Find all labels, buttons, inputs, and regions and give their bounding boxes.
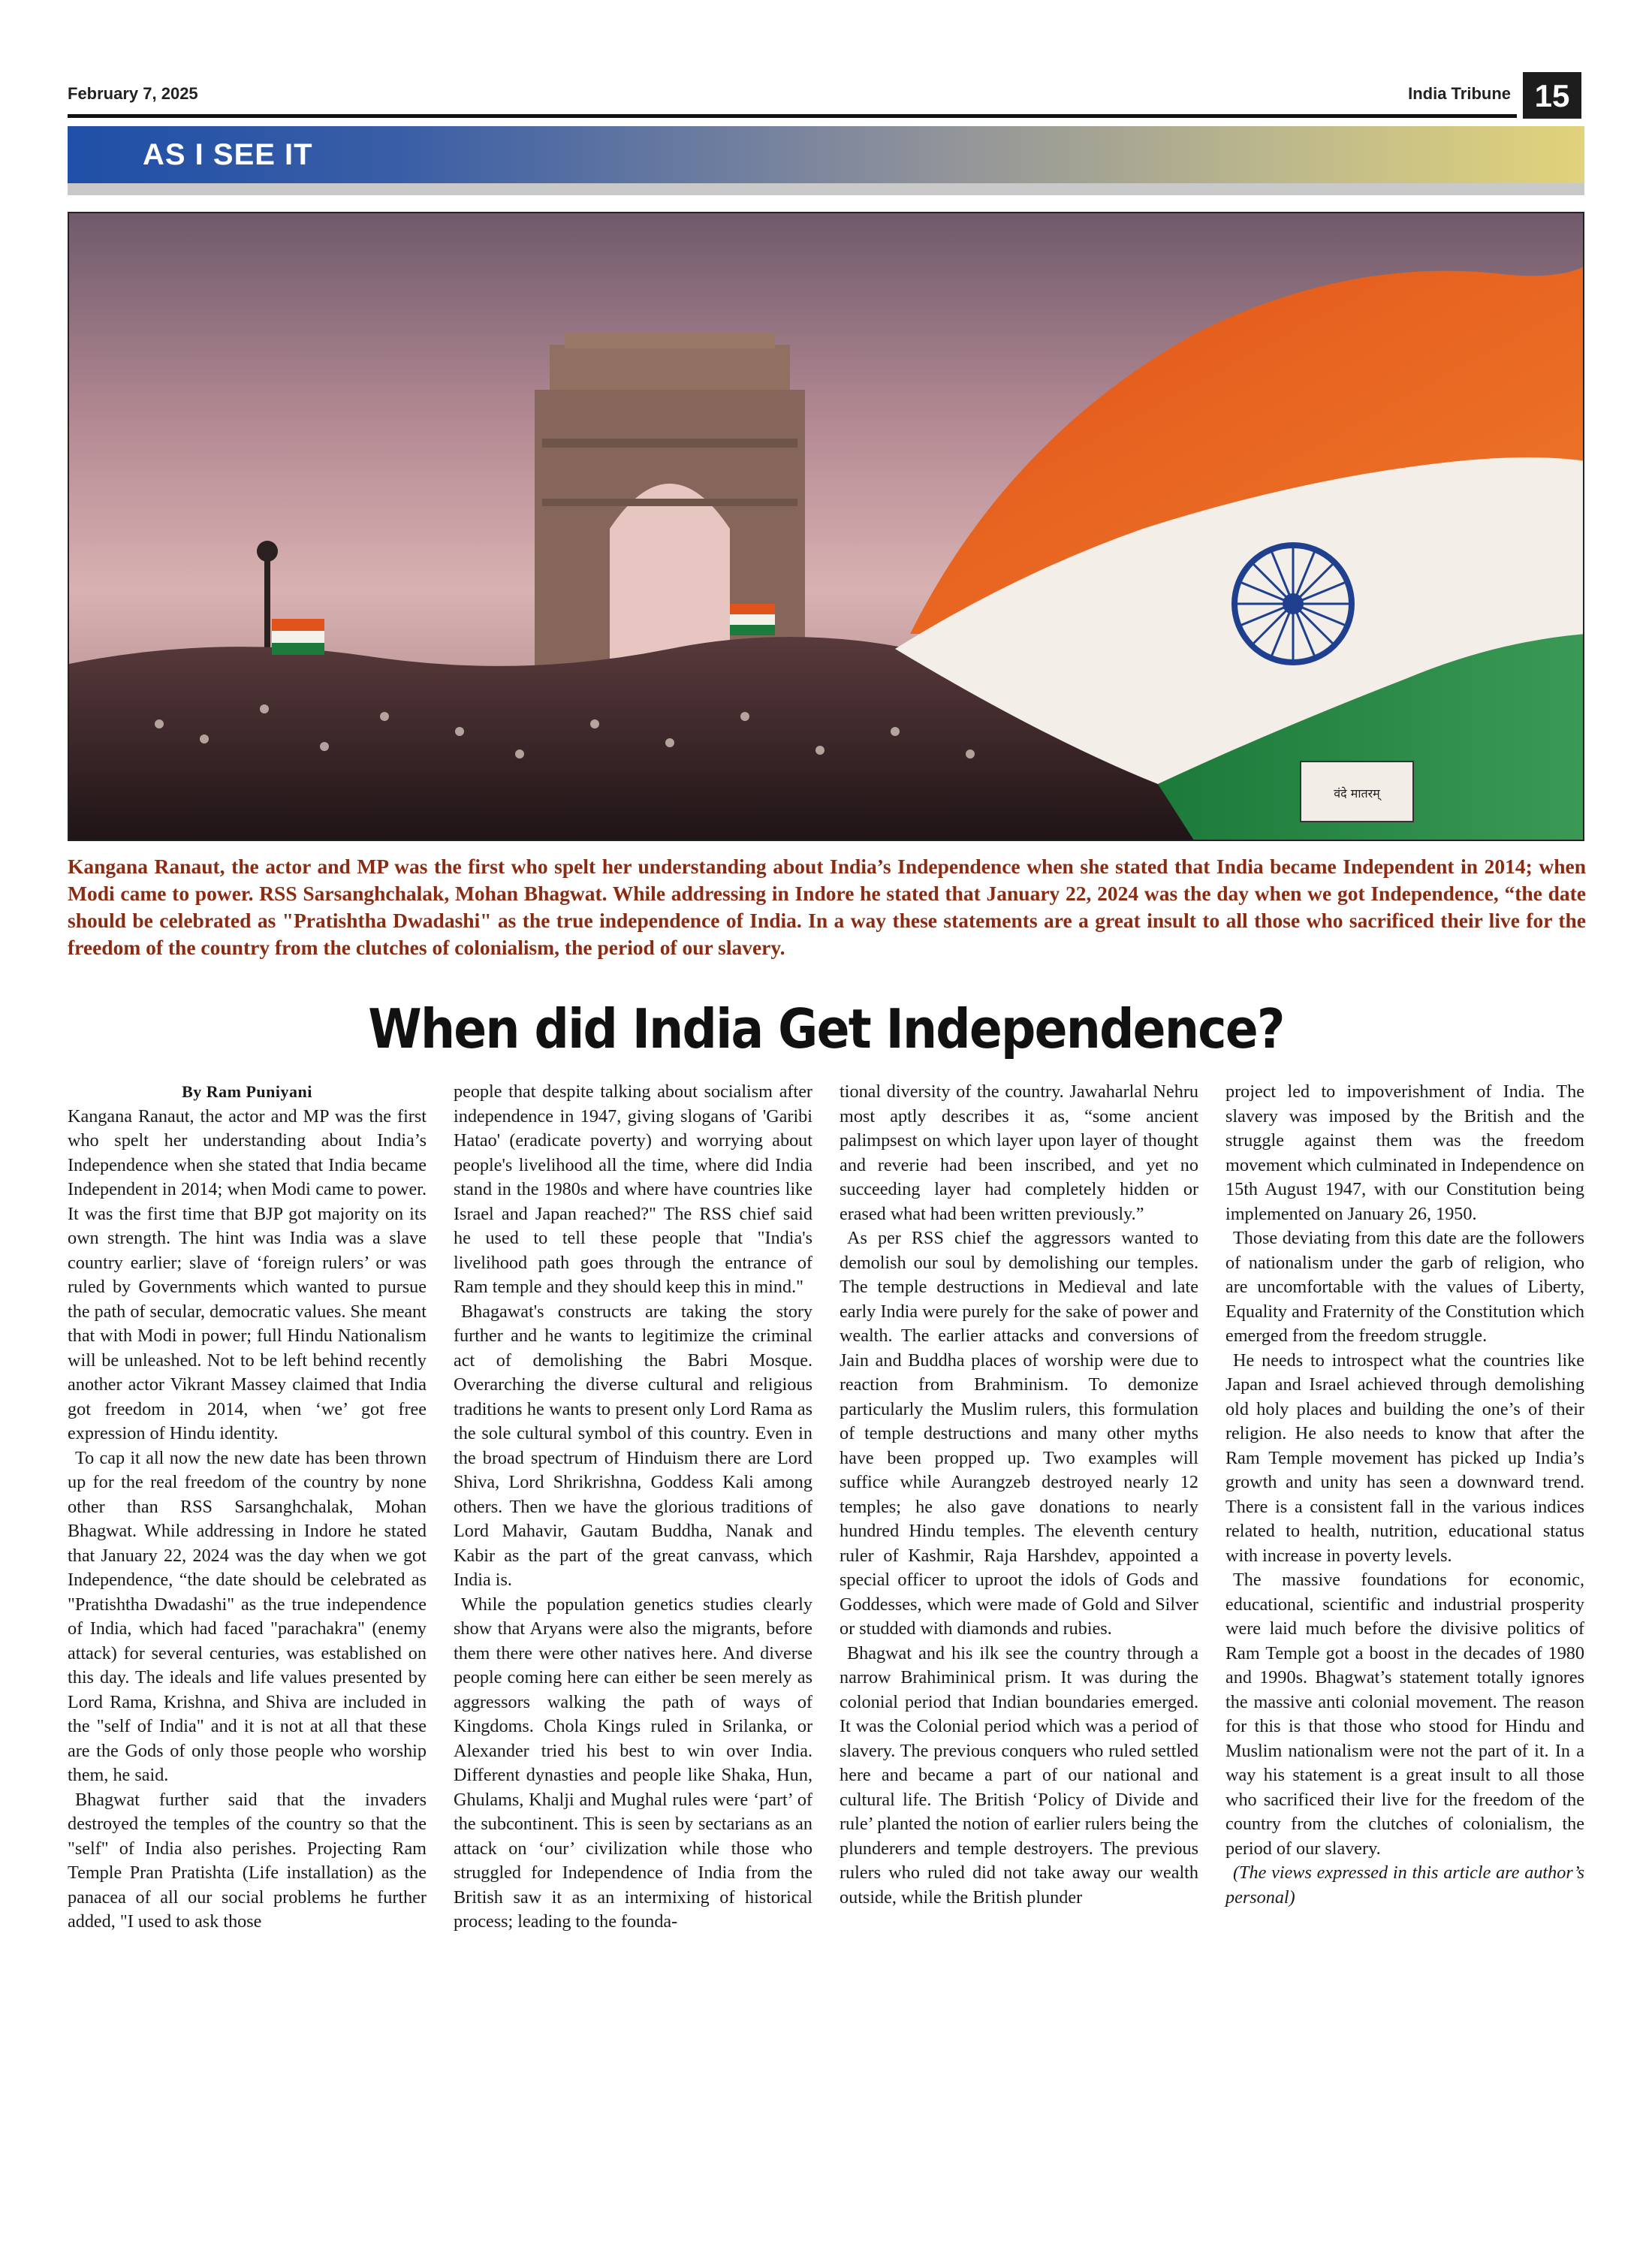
section-underline	[68, 183, 1584, 195]
header-rule	[68, 114, 1517, 118]
placard-text: वंदे मातरम्	[1334, 786, 1380, 801]
photo-caption: Kangana Ranaut, the actor and MP was the first who spelt her understanding about India’s Independence when she stated that India became Independent in 2014; when Modi came to power. RSS Sarsanghchalak, Mohan Bhagwat. While addressing in Indore he stated that January 22, 2024 was the day when we got Independence, “the date should be celebrated as "Pratishtha Dwadashi" as the true independence of India. In a way these statements are a great insult to all those who sacrificed their live for the freedom of the country from the clutches of colonialism, the period of our slavery.	[68, 855, 1586, 959]
section-banner	[68, 126, 1584, 183]
paragraph: The massive foundations for economic, educational, scientific and industrial prosperity were laid much before the divisive politics of Ram Temple got a boost in the decades of 1980 and 1990s. Bhagwat’s statement totally ignores the massive anti colonial movement. The reason for this is that those who stood for Hindu and Muslim nationalism were not the part of it. In a way his statement is a great insult to all those who sacrificed their live for the freedom of the country from the clutches of colonialism, the period of our slavery.	[1225, 1570, 1584, 1859]
byline: By Ram Puniyani	[182, 1082, 312, 1101]
small-flag-left	[272, 619, 324, 655]
issue-date: February 7, 2025	[68, 84, 198, 103]
paragraph: To cap it all now the new date has been thrown up for the real freedom of the country by none other than RSS Sarsanghchalak, Mohan Bhagwat. While addressing in Indore he stated that January 22, 2024 was the day when we got Independence, “the date should be celebrated as "Pratishtha Dwadashi" as the true independence of India, which had faced "parachakra" (enemy attack) for several centuries, was established on this day. The ideals and life values presented by Lord Rama, Krishna, and Shiva are included in the "self of India" and it is not at all that these are the Gods of only those people who worship them, he said.	[68, 1447, 427, 1785]
section-title: AS I SEE IT	[143, 138, 313, 171]
author-disclaimer: (The views expressed in this article are author’s personal)	[1225, 1862, 1584, 1908]
paragraph: Those deviating from this date are the followers of nationalism under the garb of religion, who are uncomfortable with the values of Liberty, Equality and Fraternity of the Constitution which emerged from the freedom struggle.	[1225, 1228, 1584, 1346]
article-column-2	[454, 1080, 812, 1935]
paragraph: project led to impoverishment of India. The slavery was imposed by the British and the struggle against them was the freedom movement which culminated in Independence on 15th August 1947, with our Constitution being implemented on January 26, 1950.	[1225, 1081, 1584, 1224]
protest-placard	[1301, 762, 1413, 822]
india-gate-illustration	[69, 213, 1584, 841]
paragraph: Bhagwat further said that the invaders destroyed the temples of the country so that the "self" of India also perishes. Projecting Ram Temple Pran Pratishta (Life installation) as the panacea of all our social problems he further added, "I used to ask those	[68, 1789, 427, 1932]
lead-photo	[68, 212, 1584, 841]
paragraph: While the population genetics studies clearly show that Aryans were also the migrants, before them there were other natives here. And diverse people coming here can either be seen merely as aggressors walking the path of ways of Kingdoms. Chola Kings ruled in Srilanka, or Alexander tried his best to win over India. Different dynasties and people like Shaka, Hun, Ghulams, Khalji and Mughal rules were ‘part’ of the subcontinent. This is seen by sectarians as an attack on ‘our’ civilization while those who struggled for Independence of India from the British saw it as an intermixing of historical process; leading to the founda-	[454, 1594, 812, 1932]
article-column-1	[68, 1080, 427, 1935]
paragraph: tional diversity of the country. Jawaharlal Nehru most aptly describes it as, “some ancient palimpsest on which layer upon layer of thought and reverie had been inscribed, and yet no succeeding layer had completely hidden or erased what had been written previously.”	[840, 1081, 1198, 1224]
paragraph: Bhagwat and his ilk see the country through a narrow Brahiminical prism. It was during the colonial period that Indian boundaries emerged. It was the Colonial period which was a period of slavery. The previous conquers who ruled settled here and became a part of our national and cultural life. The British ‘Policy of Divide and rule’ planted the notion of earlier rulers being the plunderers and temple destroyers. The previous rulers who ruled did not take away our wealth outside, while the British plunder	[840, 1642, 1198, 1908]
paragraph: As per RSS chief the aggressors wanted to demolish our soul by demolishing our temples. The temple destructions in Medieval and late early India were purely for the sake of power and wealth. The earlier attacks and conversions of Jain and Buddha places of worship were due to reaction from Brahminism. To demonize particularly the Muslim rulers, this formulation of temple destructions and many other myths have been propped up. Two examples will suffice while Aurangzeb destroyed nearly 12 temples; he also gave donations to nearly hundred Hindu temples. The eleventh century ruler of Kashmir, Raja Harshdev, appointed a special officer to uproot the idols of Gods and Goddesses, which were made of Gold and Silver or studded with diamonds and rubies.	[840, 1228, 1198, 1639]
publication-name: India Tribune	[1408, 84, 1511, 103]
paragraph: Bhagawat's constructs are taking the story further and he wants to legitimize the criminal act of demolishing the Babri Mosque. Overarching the diverse cultural and religious traditions he wants to present only Lord Rama as the sole cultural symbol of this country. Even in the broad spectrum of Hinduism there are Lord Shiva, Lord Shrikrishna, Goddess Kali among others. Then we have the glorious traditions of Lord Mahavir, Gautam Buddha, Nanak and Kabir as the part of the great canvass, which India is.	[454, 1301, 812, 1590]
article-column-4	[1225, 1080, 1584, 1910]
article-headline: When did India Get Independence?	[368, 997, 1284, 1060]
article-column-3	[840, 1080, 1198, 1910]
paragraph: Kangana Ranaut, the actor and MP was the first who spelt her understanding about India’s Independence when she stated that India became Independent in 2014; when Modi came to power. It was the first time that BJP got majority on its own strength. The hint was India was a slave country earlier; slave of ‘foreign rulers’ or was ruled by Governments which wanted to pursue the path of secular, democratic values. She meant that with Modi in power; full Hindu Nationalism will be unleashed. Not to be left behind recently another actor Vikrant Massey claimed that India got freedom in 2014, when ‘we’ got free expression of Hindu identity.	[68, 1105, 427, 1443]
page-number: 15	[1523, 72, 1581, 119]
paragraph: people that despite talking about socialism after independence in 1947, giving slogans of 'Garibi Hatao' (eradicate poverty) and worrying about people's livelihood all the time, where did India stand in the 1980s and where have countries like Israel and Japan reached?" The RSS chief said he used to tell these people that "India's livelihood path goes through the entrance of Ram temple and they should keep this in mind."	[454, 1081, 812, 1297]
paragraph: He needs to introspect what the countries like Japan and Israel achieved through demolishing old holy places and building the one’s of their religion. He also needs to know that after the Ram Temple movement has picked up India’s growth and unity has seen a downward trend. There is a consistent fall in the various indices related to health, nutrition, educational status with increase in poverty levels.	[1225, 1350, 1584, 1566]
small-flag-center	[730, 604, 775, 635]
